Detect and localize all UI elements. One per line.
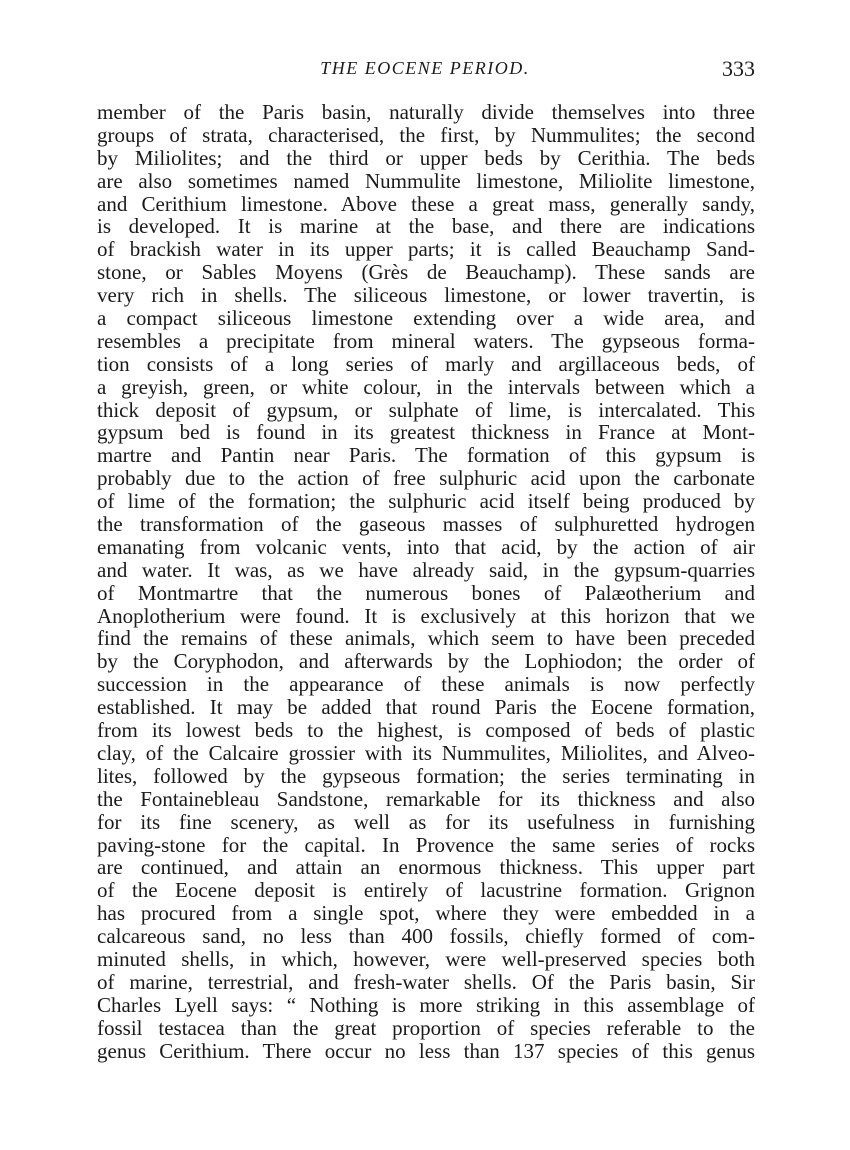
running-head [95,58,755,88]
running-title: THE EOCENE PERIOD. [320,58,530,78]
page-number: 333 [722,56,755,81]
body-text [97,101,755,1062]
text-line: paving-stone for the capital. In Provence the same series of rocks [97,832,755,857]
text-line: groups of strata, characterised, the first, by Nummulites; the second [97,122,755,147]
text-line: gypsum bed is found in its greatest thickness in France at Mont- [97,420,755,445]
text-line: and water. It was, as we have already said, in the gypsum-quarries [97,557,755,582]
text-line: a compact siliceous limestone extending over a wide area, and [97,306,755,331]
text-line: Anoplotherium were found. It is exclusively at this horizon that we [97,603,755,628]
text-line: by Miliolites; and the third or upper beds by Cerithia. The beds [97,145,755,170]
text-line: genus Cerithium. There occur no less than 137 species of this genus [97,1038,755,1063]
text-line: resembles a precipitate from mineral waters. The gypseous forma- [97,328,755,353]
text-line: has procured from a single spot, where they were embedded in a [97,901,755,926]
text-line: find the remains of these animals, which seem to have been preceded [97,626,755,651]
text-line: lites, followed by the gypseous formation; the series terminating in [97,763,755,788]
text-line: succession in the appearance of these animals is now perfectly [97,672,755,697]
text-line: clay, of the Calcaire grossier with its Nummulites, Miliolites, and Alveo- [97,740,755,765]
text-line: tion consists of a long series of marly and argillaceous beds, of [97,351,755,376]
text-line: emanating from volcanic vents, into that acid, by the action of air [97,534,755,559]
text-line: of brackish water in its upper parts; it is called Beauchamp Sand- [97,237,755,262]
text-line: the Fontainebleau Sandstone, remarkable for its thickness and also [97,786,755,811]
text-line: calcareous sand, no less than 400 fossils, chiefly formed of com- [97,924,755,949]
text-line: from its lowest beds to the highest, is composed of beds of plastic [97,718,755,743]
text-line: of the Eocene deposit is entirely of lacustrine formation. Grignon [97,878,755,903]
text-line: of lime of the formation; the sulphuric acid itself being produced by [97,489,755,514]
text-line: the transformation of the gaseous masses of sulphuretted hydrogen [97,512,755,537]
text-line: thick deposit of gypsum, or sulphate of lime, is intercalated. This [97,397,755,422]
text-line: and Cerithium limestone. Above these a great mass, generally sandy, [97,191,755,216]
text-line: by the Coryphodon, and afterwards by the Lophiodon; the order of [97,649,755,674]
text-line: are continued, and attain an enormous thickness. This upper part [97,855,755,880]
text-line: member of the Paris basin, naturally divide themselves into three [97,100,755,124]
text-line: martre and Pantin near Paris. The formation of this gypsum is [97,443,755,468]
text-line: established. It may be added that round Paris the Eocene formation, [97,695,755,720]
text-line: is developed. It is marine at the base, and there are indications [97,214,755,239]
text-line: Charles Lyell says: “ Nothing is more striking in this assemblage of [97,992,755,1017]
text-line: fossil testacea than the great proportion of species referable to the [97,1015,755,1040]
text-line: minuted shells, in which, however, were well-preserved species both [97,946,755,971]
text-line: of marine, terrestrial, and fresh-water shells. Of the Paris basin, Sir [97,969,755,994]
text-line: for its fine scenery, as well as for its usefulness in furnishing [97,809,755,834]
text-line: are also sometimes named Nummulite limestone, Miliolite limestone, [97,168,755,193]
text-line: stone, or Sables Moyens (Grès de Beauchamp). These sands are [97,260,755,285]
text-line: a greyish, green, or white colour, in the intervals between which a [97,374,755,399]
text-line: of Montmartre that the numerous bones of Palæotherium and [97,580,755,605]
text-line: probably due to the action of free sulphuric acid upon the carbonate [97,466,755,491]
text-line: very rich in shells. The siliceous limestone, or lower travertin, is [97,283,755,308]
